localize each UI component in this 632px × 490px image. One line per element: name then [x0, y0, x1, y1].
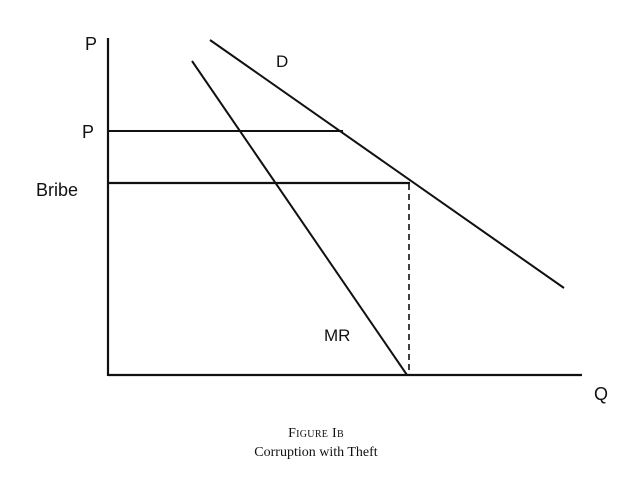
figure-title: Figure Ib [288, 426, 344, 441]
marginal-revenue-curve [192, 61, 407, 375]
demand-curve-label: D [276, 52, 289, 71]
price-level-label: P [82, 122, 95, 142]
x-axis-label: Q [594, 384, 609, 404]
bribe-level-label: Bribe [36, 180, 79, 200]
marginal-revenue-label: MR [324, 326, 351, 345]
y-axis-label: P [85, 34, 98, 54]
figure-subtitle: Corruption with Theft [254, 445, 378, 460]
